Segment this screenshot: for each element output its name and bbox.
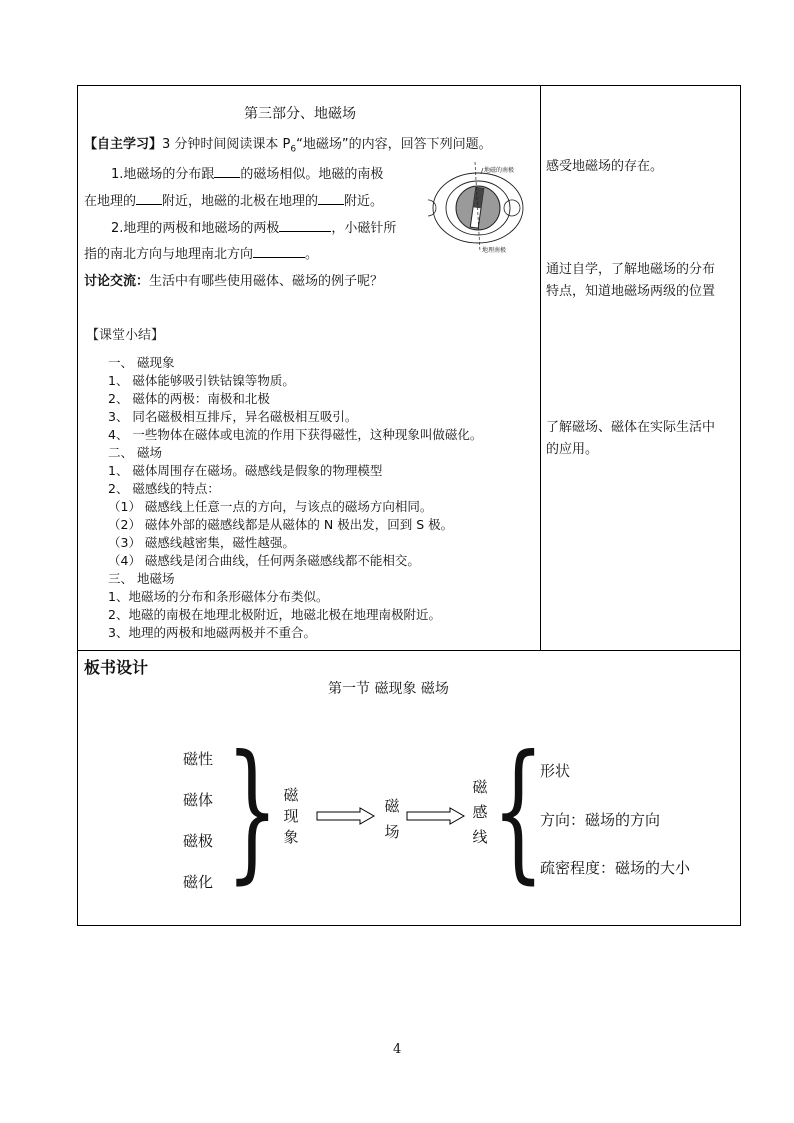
board-heading: 板书设计 (84, 658, 149, 677)
board-right-item: 疏密程度：磁场的大小 (540, 859, 691, 877)
summary-line: 二、 磁场 (108, 445, 162, 460)
summary-title: 【课堂小结】 (86, 328, 165, 343)
summary-line: 2、 磁体的两极：南极和北极 (108, 391, 270, 406)
geomagnetic-field-figure (428, 160, 536, 260)
answer-blank[interactable] (136, 192, 162, 205)
summary-line: 2、地磁的南极在地理北极附近，地磁北极在地理南极附近。 (108, 607, 441, 622)
answer-blank[interactable] (279, 219, 331, 232)
summary-line: （3） 磁感线越密集，磁性越强。 (108, 535, 295, 550)
question-1-line-2: 在地理的 附近，地磁的北极在地理的 附近。 (84, 194, 384, 209)
summary-line: （1） 磁感线上任意一点的方向，与该点的磁场方向相同。 (108, 499, 433, 514)
right-note-1: 感受地磁场的存在。 (546, 159, 664, 174)
field-lines-label: 磁 感 线 (472, 778, 488, 846)
answer-blank[interactable] (253, 245, 305, 258)
board-right-item: 形状 (540, 762, 571, 780)
arrow-right-icon (406, 807, 466, 825)
question-1-line-1: 1.地磁场的分布跟 的磁场相似。地磁的南极 (111, 167, 384, 182)
summary-line: （4） 磁感线是闭合曲线，任何两条磁感线都不能相交。 (108, 553, 420, 568)
column-divider (540, 85, 541, 650)
board-left-item: 磁体 (183, 791, 214, 809)
board-right-item: 方向：磁场的方向 (540, 811, 661, 829)
row-divider (77, 650, 741, 651)
right-note-3-line-1: 了解磁场、磁体在实际生活中 (546, 420, 716, 435)
right-note-3-line-2: 的应用。 (546, 442, 599, 457)
phenomenon-label: 磁 现 象 (283, 786, 299, 846)
summary-line: 4、 一些物体在磁体或电流的作用下获得磁性，这种现象叫做磁化。 (108, 427, 483, 442)
summary-line: （2） 磁体外部的磁感线都是从磁体的 N 极出发，回到 S 极。 (108, 517, 454, 532)
summary-line: 3、地理的两极和地磁两极并不重合。 (108, 625, 316, 640)
answer-blank[interactable] (214, 165, 240, 178)
summary-line: 1、地磁场的分布和条形磁体分布类似。 (108, 589, 329, 604)
self-study-intro: 【自主学习】3 分钟时间阅读课本 $P_6“$地磁场”的内容，回答下列问题。 (84, 137, 492, 155)
summary-line: 2、 磁感线的特点： (108, 481, 220, 496)
summary-line: 一、 磁现象 (108, 355, 175, 370)
left-brace: { (492, 724, 545, 898)
discussion-line: 讨论交流：生活中有哪些使用磁体、磁场的例子呢？ (84, 274, 384, 289)
part-title: 第三部分、地磁场 (244, 106, 356, 122)
right-note-2-line-2: 特点，知道地磁场两级的位置 (546, 284, 716, 299)
summary-line: 1、 磁体周围存在磁场。磁感线是假象的物理模型 (108, 463, 383, 478)
answer-blank[interactable] (318, 192, 344, 205)
arrow-right-icon (316, 807, 376, 825)
summary-line: 1、 磁体能够吸引铁钴镍等物质。 (108, 373, 295, 388)
board-left-item: 磁性 (183, 750, 214, 768)
field-label: 磁 场 (384, 797, 400, 841)
summary-line: 3、 同名磁极相互排斥，异名磁极相互吸引。 (108, 409, 358, 424)
board-title: 第一节 磁现象 磁场 (328, 681, 449, 697)
board-left-item: 磁极 (183, 832, 214, 850)
right-brace: } (226, 724, 279, 898)
question-2-line-1: 2.地理的两极和地磁场的两极 ，小磁针所 (111, 221, 397, 236)
board-left-item: 磁化 (183, 873, 214, 891)
self-study-tag: 【自主学习】 (84, 137, 163, 152)
question-2-line-2: 指的南北方向与地理南北方向 。 (84, 247, 319, 262)
summary-line: 三、 地磁场 (108, 571, 175, 586)
figure-bottom-label: 地理南极 (482, 247, 507, 254)
page-number: 4 (393, 1042, 402, 1057)
figure-top-label: 地磁的南极 (484, 167, 515, 174)
right-note-2-line-1: 通过自学，了解地磁场的分布 (546, 262, 716, 277)
